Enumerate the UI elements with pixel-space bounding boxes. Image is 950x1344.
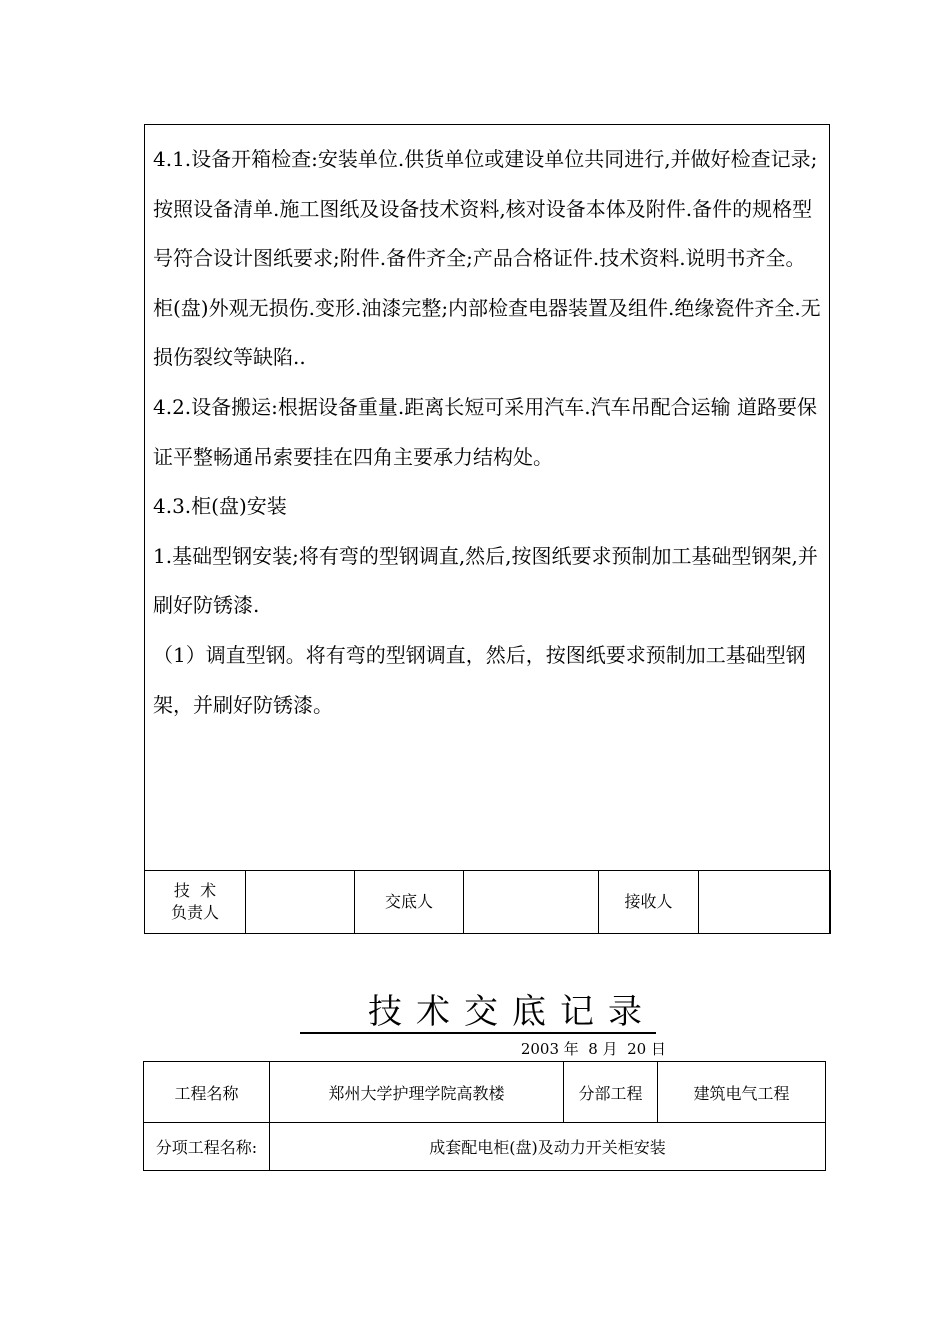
paragraph-step-1-sub: （1）调直型钢。将有弯的型钢调直，然后，按图纸要求预制加工基础型钢架，并刷好防锈漆。 [153, 642, 806, 717]
record-date: 2003 年 8 月 20 日 [520, 1040, 666, 1058]
paragraph-4-2: 4.2.设备搬运:根据设备重量.距离长短可采用汽车.汽车吊配合运输 道路要保证平整畅通吊索要挂在四角主要承力结构处。 [153, 394, 817, 469]
receiver-label: 接收人 [599, 871, 699, 934]
paragraph-step-1: 1.基础型钢安装;将有弯的型钢调直,然后,按图纸要求预制加工基础型钢架,并刷好防锈漆. [153, 543, 818, 618]
paragraph-4-1: 4.1.设备开箱检查:安装单位.供货单位或建设单位共同进行,并做好检查记录;按照设备清单.施工图纸及设备技术资料,核对设备本体及附件.备件的规格型号符合设计图纸要求;附件.备件齐全;产品合格证件.技术资料.说明书齐全。柜(盘)外观无损伤.变形.油漆完整;内部检查电器装置及组件.绝缘瓷件齐全.无损伤裂纹等缺陷.. [153, 147, 821, 370]
tech-lead-label-line1: 技 术 [173, 881, 217, 900]
project-info-table [143, 1061, 826, 1171]
tech-lead-label [145, 871, 246, 934]
disclosure-content [153, 135, 825, 730]
discloser-label: 交底人 [355, 871, 464, 934]
division-label: 分部工程 [564, 1062, 658, 1123]
disclosure-content-box [144, 124, 830, 934]
project-name-label: 工程名称 [144, 1062, 270, 1123]
tech-lead-label-line2: 负责人 [170, 903, 219, 922]
signature-table [144, 870, 831, 934]
record-title: 技术交底记录 [300, 992, 656, 1034]
project-name-value: 郑州大学护理学院高教楼 [270, 1062, 564, 1123]
receiver-value[interactable] [699, 871, 831, 934]
subitem-value: 成套配电柜(盘)及动力开关柜安装 [270, 1123, 826, 1171]
division-value: 建筑电气工程 [658, 1062, 826, 1123]
subitem-label: 分项工程名称: [144, 1123, 270, 1171]
tech-lead-value[interactable] [246, 871, 355, 934]
discloser-value[interactable] [464, 871, 599, 934]
paragraph-4-3: 4.3.柜(盘)安装 [153, 494, 287, 519]
